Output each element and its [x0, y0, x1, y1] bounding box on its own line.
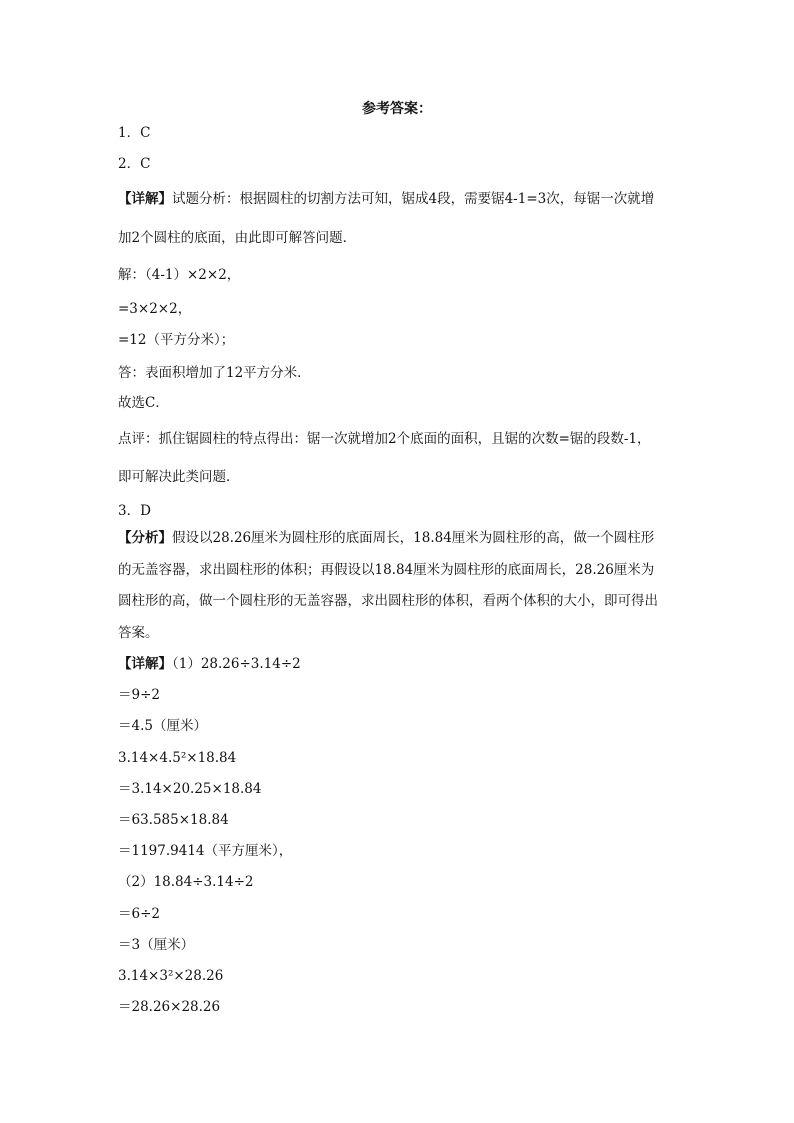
answer-line: ＝1197.9414（平方厘米），: [118, 843, 293, 859]
answer-line: 的无盖容器，求出圆柱形的体积；再假设以18.84厘米为圆柱形的底面周长，28.26厘米为: [118, 562, 655, 578]
page-title: 参考答案：: [362, 101, 432, 117]
line-text: 试题分析：根据圆柱的切割方法可知，锯成4段，需要锯4-1=3次，每锯一次就增: [172, 191, 655, 207]
answer-line: 即可解决此类问题．: [118, 469, 240, 485]
detail-tag: 【详解】: [118, 191, 172, 207]
answer-line: 答：表面积增加了12平方分米．: [118, 365, 311, 381]
answer-line: 解：（4-1）×2×2，: [118, 267, 241, 283]
answer-line: ＝63.585×18.84: [118, 812, 229, 828]
answer-line: ＝6÷2: [118, 906, 160, 922]
line-text: （1）28.26÷3.14÷2: [172, 656, 301, 672]
line-text: 假设以28.26厘米为圆柱形的底面周长，18.84厘米为圆柱形的高，做一个圆柱形: [172, 530, 655, 546]
answer-line: 1．C: [118, 125, 151, 141]
answer-line: 故选C．: [118, 395, 169, 411]
answer-line: [118, 529, 688, 547]
answer-line: ＝28.26×28.26: [118, 999, 221, 1015]
answer-line: [118, 190, 688, 208]
answer-line: 圆柱形的高，做一个圆柱形的无盖容器，求出圆柱形的体积，看两个体积的大小，即可得出: [118, 593, 658, 609]
answer-line: 3.14×4.5²×18.84: [118, 750, 237, 766]
answer-line: 2．C: [118, 156, 151, 172]
answer-line: 加2个圆柱的底面，由此即可解答问题．: [118, 230, 357, 246]
answer-line: 答案。: [118, 625, 159, 641]
detail-tag: 【详解】: [118, 656, 172, 672]
answer-line: [118, 655, 688, 673]
answer-line: =3×2×2，: [118, 301, 192, 317]
answer-line: 3．D: [118, 503, 151, 519]
answer-line: 点评：抓住锯圆柱的特点得出：锯一次就增加2个底面的面积，且锯的次数=锯的段数-1，: [118, 431, 651, 447]
answer-line: =12（平方分米）；: [118, 332, 235, 348]
answer-line: ＝3（厘米）: [118, 937, 195, 953]
answer-line: ＝3.14×20.25×18.84: [118, 781, 262, 797]
answer-line: ＝4.5（厘米）: [118, 718, 207, 734]
answer-line: ＝9÷2: [118, 687, 160, 703]
analysis-tag: 【分析】: [118, 530, 172, 546]
answer-line: （2）18.84÷3.14÷2: [118, 874, 254, 890]
answer-line: 3.14×3²×28.26: [118, 968, 224, 984]
